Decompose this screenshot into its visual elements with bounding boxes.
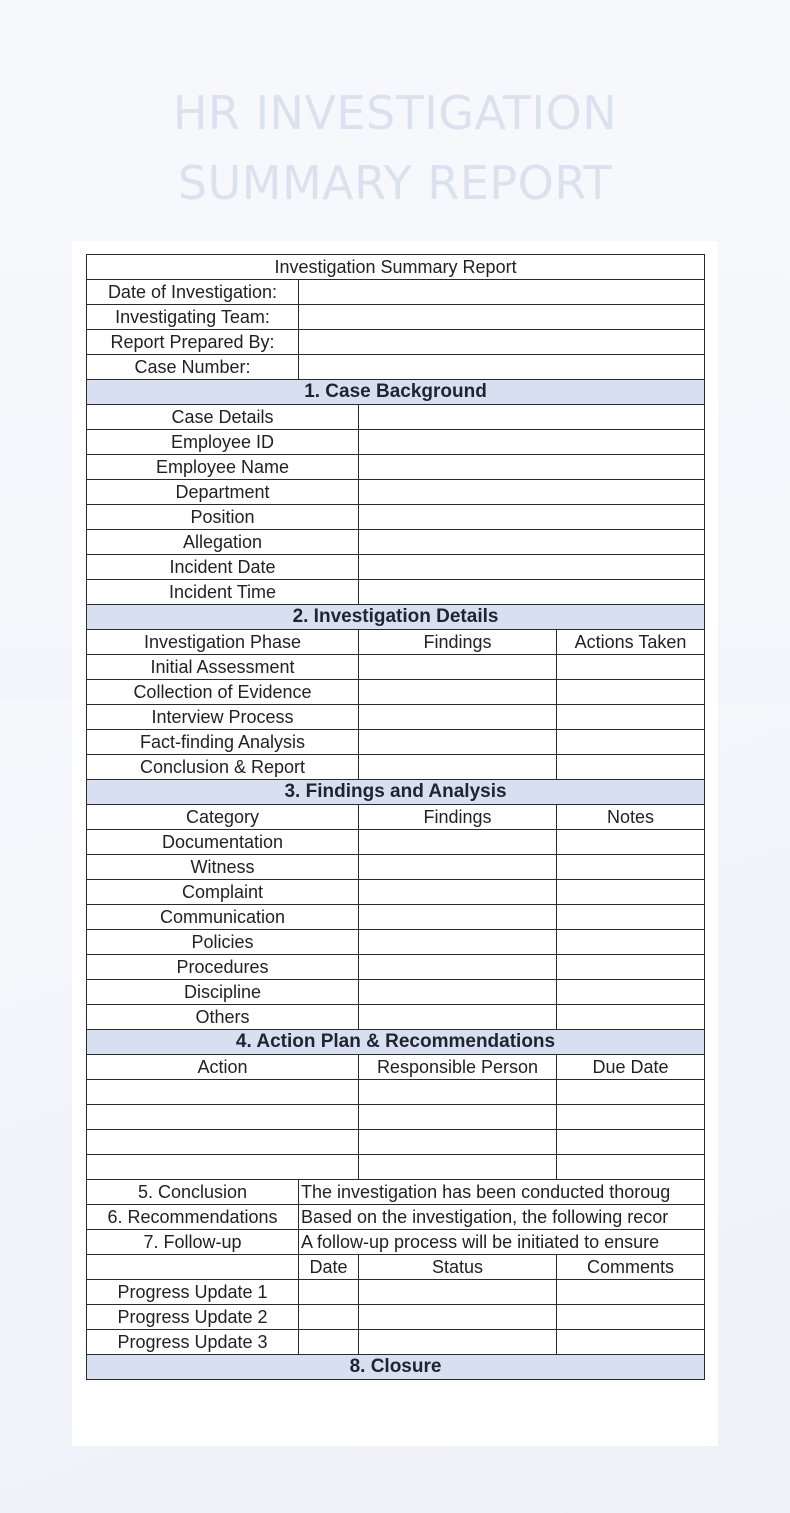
table-row bbox=[87, 830, 705, 855]
cell[interactable] bbox=[557, 980, 705, 1005]
cell[interactable] bbox=[557, 705, 705, 730]
row-label: Conclusion & Report bbox=[87, 755, 359, 780]
header-field-row bbox=[87, 355, 705, 380]
table-row bbox=[87, 855, 705, 880]
table-row bbox=[87, 1080, 705, 1105]
column-header: Actions Taken bbox=[557, 630, 705, 655]
cell[interactable] bbox=[557, 830, 705, 855]
row-label: Department bbox=[87, 480, 359, 505]
row-label: Procedures bbox=[87, 955, 359, 980]
header-field-label: Case Number: bbox=[87, 355, 299, 380]
table-row bbox=[87, 655, 705, 680]
header-field-value[interactable] bbox=[299, 355, 705, 380]
column-header: Status bbox=[359, 1255, 557, 1280]
table-row bbox=[87, 580, 705, 605]
row-label: Others bbox=[87, 1005, 359, 1030]
column-header: Findings bbox=[359, 805, 557, 830]
cell[interactable] bbox=[359, 980, 557, 1005]
row-label: Progress Update 3 bbox=[87, 1330, 299, 1355]
cell[interactable] bbox=[557, 730, 705, 755]
summary-row bbox=[87, 1230, 705, 1255]
section-4-title: 4. Action Plan & Recommendations bbox=[87, 1030, 705, 1055]
section-1-title: 1. Case Background bbox=[87, 380, 705, 405]
table-row bbox=[87, 730, 705, 755]
cell[interactable] bbox=[87, 1130, 359, 1155]
cell[interactable] bbox=[359, 1155, 557, 1180]
cell[interactable] bbox=[557, 1005, 705, 1030]
summary-label: 5. Conclusion bbox=[87, 1180, 299, 1205]
row-label: Initial Assessment bbox=[87, 655, 359, 680]
cell[interactable] bbox=[359, 1280, 557, 1305]
row-label: Employee Name bbox=[87, 455, 359, 480]
table-row bbox=[87, 955, 705, 980]
header-field-label: Date of Investigation: bbox=[87, 280, 299, 305]
cell[interactable] bbox=[359, 930, 557, 955]
header-field-value[interactable] bbox=[299, 280, 705, 305]
row-label: Communication bbox=[87, 905, 359, 930]
table-row bbox=[87, 430, 705, 455]
table-row bbox=[87, 930, 705, 955]
cell[interactable] bbox=[359, 1005, 557, 1030]
row-label: Position bbox=[87, 505, 359, 530]
page-banner bbox=[0, 78, 790, 218]
table-row bbox=[87, 1130, 705, 1155]
row-value[interactable] bbox=[359, 455, 705, 480]
row-label: Interview Process bbox=[87, 705, 359, 730]
section-header-row bbox=[87, 1030, 705, 1055]
cell[interactable] bbox=[87, 1080, 359, 1105]
cell[interactable] bbox=[557, 855, 705, 880]
row-label: Case Details bbox=[87, 405, 359, 430]
column-header-row bbox=[87, 1055, 705, 1080]
summary-text[interactable]: Based on the investigation, the following recor bbox=[299, 1205, 705, 1230]
table-row bbox=[87, 980, 705, 1005]
cell[interactable] bbox=[557, 1130, 705, 1155]
section-header-row bbox=[87, 380, 705, 405]
cell[interactable] bbox=[359, 680, 557, 705]
column-header-row bbox=[87, 1255, 705, 1280]
column-header: Category bbox=[87, 805, 359, 830]
cell[interactable] bbox=[359, 905, 557, 930]
column-header: Due Date bbox=[557, 1055, 705, 1080]
cell[interactable] bbox=[87, 1105, 359, 1130]
section-header-row bbox=[87, 1355, 705, 1380]
cell[interactable] bbox=[359, 1130, 557, 1155]
table-row bbox=[87, 480, 705, 505]
cell[interactable] bbox=[359, 1305, 557, 1330]
row-label: Fact-finding Analysis bbox=[87, 730, 359, 755]
cell[interactable] bbox=[557, 1280, 705, 1305]
cell[interactable] bbox=[557, 880, 705, 905]
summary-row bbox=[87, 1205, 705, 1230]
table-row bbox=[87, 680, 705, 705]
cell[interactable] bbox=[557, 1330, 705, 1355]
table-row bbox=[87, 555, 705, 580]
summary-label: 7. Follow-up bbox=[87, 1230, 299, 1255]
table-row bbox=[87, 705, 705, 730]
section-header-row bbox=[87, 780, 705, 805]
row-label: Progress Update 1 bbox=[87, 1280, 299, 1305]
table-row bbox=[87, 905, 705, 930]
cell[interactable] bbox=[557, 905, 705, 930]
table-row bbox=[87, 1155, 705, 1180]
section-header-row bbox=[87, 605, 705, 630]
section-2-title: 2. Investigation Details bbox=[87, 605, 705, 630]
table-row bbox=[87, 1305, 705, 1330]
row-label: Allegation bbox=[87, 530, 359, 555]
row-label: Incident Date bbox=[87, 555, 359, 580]
report-sheet bbox=[86, 254, 704, 1433]
cell[interactable] bbox=[359, 955, 557, 980]
row-value[interactable] bbox=[359, 430, 705, 455]
row-label: Collection of Evidence bbox=[87, 680, 359, 705]
header-field-label: Investigating Team: bbox=[87, 305, 299, 330]
cell[interactable] bbox=[359, 755, 557, 780]
row-label: Employee ID bbox=[87, 430, 359, 455]
cell[interactable] bbox=[557, 1080, 705, 1105]
summary-row bbox=[87, 1180, 705, 1205]
column-header-row bbox=[87, 630, 705, 655]
cell[interactable] bbox=[359, 730, 557, 755]
cell[interactable] bbox=[299, 1330, 359, 1355]
row-value[interactable] bbox=[359, 580, 705, 605]
summary-text[interactable]: The investigation has been conducted thoroug bbox=[299, 1180, 705, 1205]
cell[interactable] bbox=[359, 880, 557, 905]
row-value[interactable] bbox=[359, 405, 705, 430]
cell[interactable] bbox=[359, 1105, 557, 1130]
table-row bbox=[87, 880, 705, 905]
table-row bbox=[87, 1105, 705, 1130]
header-field-value[interactable] bbox=[299, 305, 705, 330]
column-header-row bbox=[87, 805, 705, 830]
table-row bbox=[87, 1005, 705, 1030]
table-row bbox=[87, 1330, 705, 1355]
cell[interactable] bbox=[359, 1330, 557, 1355]
table-row bbox=[87, 1280, 705, 1305]
table-row bbox=[87, 405, 705, 430]
column-header: Investigation Phase bbox=[87, 630, 359, 655]
row-value[interactable] bbox=[359, 505, 705, 530]
header-field-row bbox=[87, 280, 705, 305]
cell[interactable] bbox=[557, 1105, 705, 1130]
banner-line-1: HR INVESTIGATION bbox=[172, 86, 618, 140]
blank-cell bbox=[87, 1255, 299, 1280]
cell[interactable] bbox=[87, 1155, 359, 1180]
row-label: Documentation bbox=[87, 830, 359, 855]
cell[interactable] bbox=[557, 1155, 705, 1180]
column-header: Comments bbox=[557, 1255, 705, 1280]
cell[interactable] bbox=[557, 655, 705, 680]
cell[interactable] bbox=[359, 1080, 557, 1105]
row-label: Witness bbox=[87, 855, 359, 880]
report-title: Investigation Summary Report bbox=[87, 255, 705, 280]
cell[interactable] bbox=[299, 1305, 359, 1330]
column-header: Notes bbox=[557, 805, 705, 830]
cell[interactable] bbox=[359, 705, 557, 730]
row-label: Complaint bbox=[87, 880, 359, 905]
cell[interactable] bbox=[359, 830, 557, 855]
row-value[interactable] bbox=[359, 530, 705, 555]
column-header: Action bbox=[87, 1055, 359, 1080]
cell[interactable] bbox=[359, 655, 557, 680]
row-label: Policies bbox=[87, 930, 359, 955]
cell[interactable] bbox=[359, 855, 557, 880]
header-field-row bbox=[87, 305, 705, 330]
cell[interactable] bbox=[557, 1305, 705, 1330]
title-row bbox=[87, 255, 705, 280]
table-row bbox=[87, 755, 705, 780]
report-table bbox=[86, 254, 705, 1380]
header-field-label: Report Prepared By: bbox=[87, 330, 299, 355]
table-row bbox=[87, 455, 705, 480]
header-field-value[interactable] bbox=[299, 330, 705, 355]
row-label: Progress Update 2 bbox=[87, 1305, 299, 1330]
cell[interactable] bbox=[557, 930, 705, 955]
section-8-title: 8. Closure bbox=[87, 1355, 705, 1380]
banner-line-2: SUMMARY REPORT bbox=[177, 156, 613, 210]
cell[interactable] bbox=[557, 755, 705, 780]
row-value[interactable] bbox=[359, 480, 705, 505]
column-header: Responsible Person bbox=[359, 1055, 557, 1080]
row-label: Discipline bbox=[87, 980, 359, 1005]
row-value[interactable] bbox=[359, 555, 705, 580]
section-3-title: 3. Findings and Analysis bbox=[87, 780, 705, 805]
summary-text[interactable]: A follow-up process will be initiated to ensure bbox=[299, 1230, 705, 1255]
cell[interactable] bbox=[299, 1280, 359, 1305]
summary-label: 6. Recommendations bbox=[87, 1205, 299, 1230]
column-header: Date bbox=[299, 1255, 359, 1280]
cell[interactable] bbox=[557, 955, 705, 980]
table-row bbox=[87, 505, 705, 530]
row-label: Incident Time bbox=[87, 580, 359, 605]
column-header: Findings bbox=[359, 630, 557, 655]
cell[interactable] bbox=[557, 680, 705, 705]
header-field-row bbox=[87, 330, 705, 355]
table-row bbox=[87, 530, 705, 555]
